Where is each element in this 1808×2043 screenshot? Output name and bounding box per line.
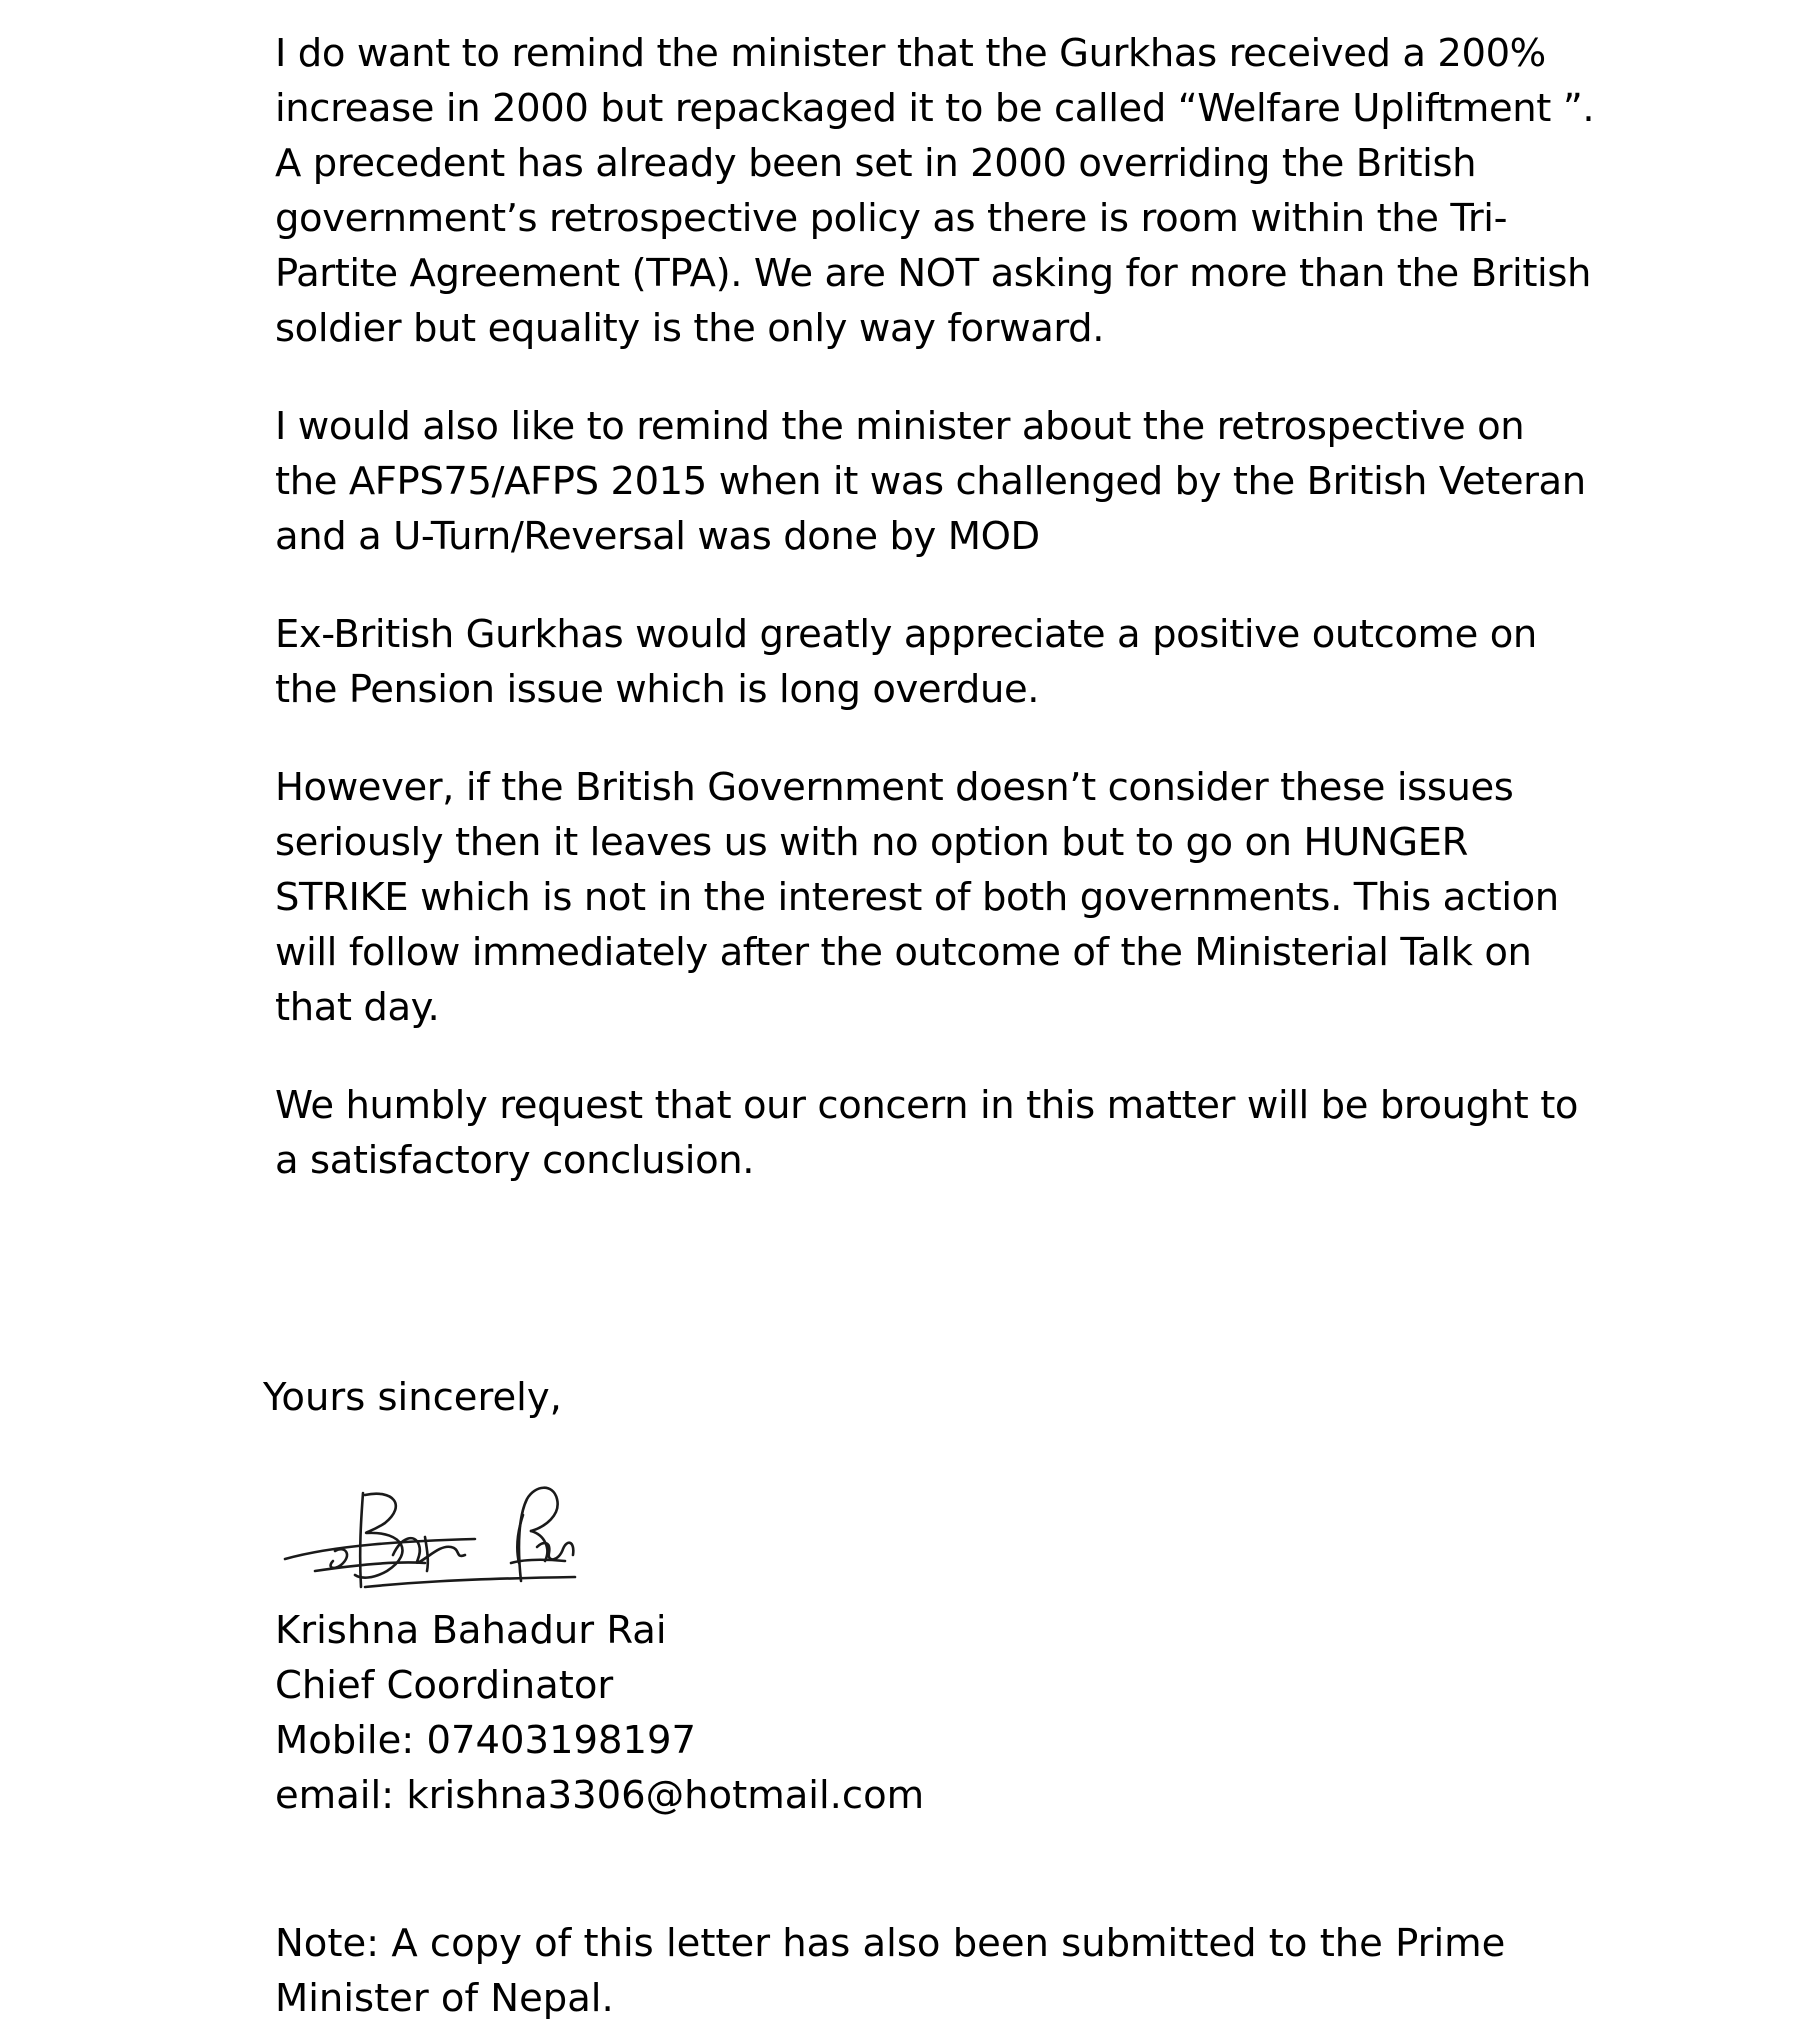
- paragraph-gurkha-increase: [275, 26, 1595, 356]
- text-line: A precedent has already been set in 2000 overriding the British: [275, 141, 1477, 186]
- text-line: Partite Agreement (TPA). We are NOT asking for more than the British: [275, 251, 1591, 296]
- text-line: a satisfactory conclusion.: [275, 1138, 755, 1183]
- signatory-name: Krishna Bahadur Rai: [275, 1608, 667, 1653]
- text-line: However, if the British Government doesn’t consider these issues: [275, 765, 1514, 810]
- text-line: increase in 2000 but repackaged it to be called “Welfare Upliftment ”.: [275, 86, 1595, 131]
- text-line: I would also like to remind the minister about the retrospective on: [275, 404, 1525, 449]
- signatory-title: Chief Coordinator: [275, 1663, 614, 1708]
- paragraph-afps-retrospective: [275, 399, 1586, 564]
- text-line: I do want to remind the minister that the Gurkhas received a 200%: [275, 31, 1546, 76]
- text-line: that day.: [275, 985, 440, 1030]
- note-line: Note: A copy of this letter has also been submitted to the Prime: [275, 1921, 1506, 1966]
- text-line: the AFPS75/AFPS 2015 when it was challenged by the British Veteran: [275, 459, 1586, 504]
- note-line: Minister of Nepal.: [275, 1976, 614, 2021]
- text-line: seriously then it leaves us with no option but to go on HUNGER: [275, 820, 1468, 865]
- note-paragraph: [275, 1916, 1575, 2026]
- paragraph-request: [275, 1078, 1579, 1188]
- paragraph-hunger-strike: [275, 760, 1575, 1035]
- handwritten-signature-icon: [275, 1475, 605, 1605]
- closing-salutation: Yours sincerely,: [263, 1375, 562, 1420]
- text-line: STRIKE which is not in the interest of both governments. This action: [275, 875, 1559, 920]
- signatory-block: [275, 1603, 924, 1823]
- signatory-mobile: Mobile: 07403198197: [275, 1718, 696, 1763]
- signatory-email: email: krishna3306@hotmail.com: [275, 1773, 925, 1818]
- text-line: and a U-Turn/Reversal was done by MOD: [275, 514, 1040, 559]
- text-line: the Pension issue which is long overdue.: [275, 667, 1040, 712]
- text-line: government’s retrospective policy as there is room within the Tri-: [275, 196, 1508, 241]
- paragraph-pension-outcome: [275, 607, 1575, 717]
- letter-body: [275, 26, 1595, 1231]
- text-line: Ex-British Gurkhas would greatly appreciate a positive outcome on: [275, 612, 1537, 657]
- text-line: soldier but equality is the only way forward.: [275, 306, 1105, 351]
- text-line: will follow immediately after the outcome of the Ministerial Talk on: [275, 930, 1532, 975]
- text-line: We humbly request that our concern in this matter will be brought to: [275, 1083, 1579, 1128]
